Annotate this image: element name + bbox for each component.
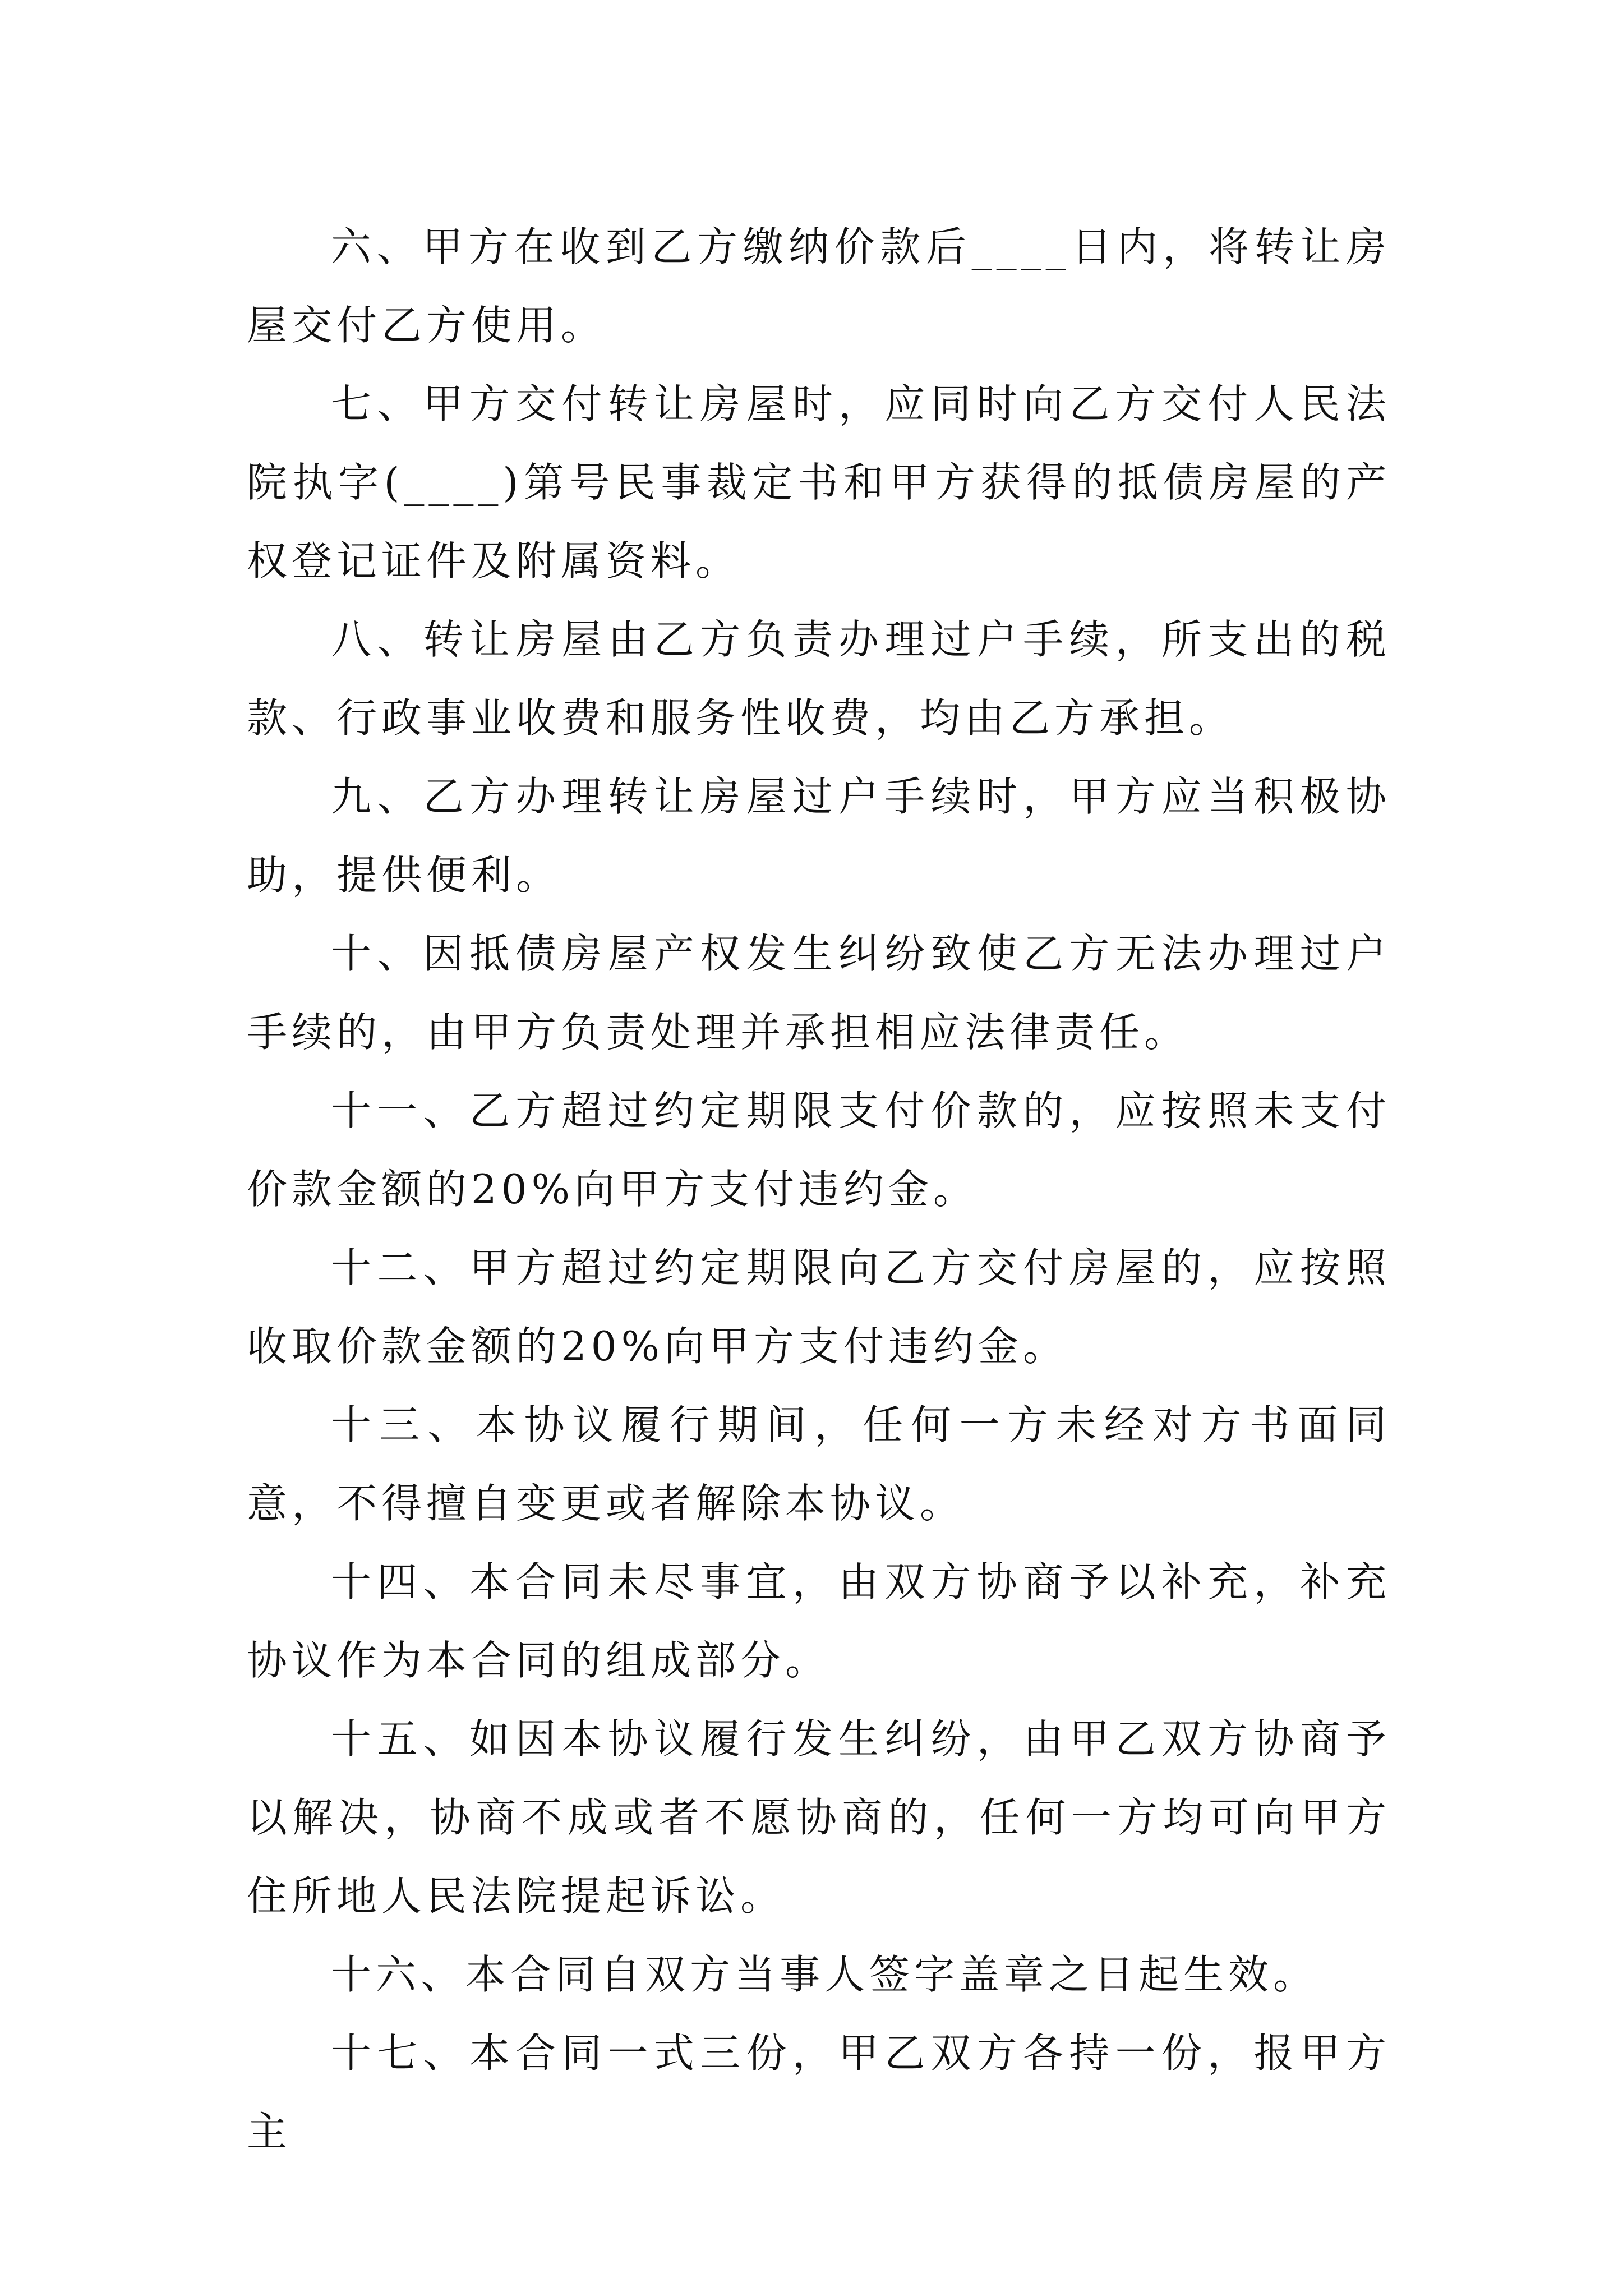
clause-10: 十、因抵债房屋产权发生纠纷致使乙方无法办理过户手续的，由甲方负责处理并承担相应法律责任。 — [247, 930, 1391, 1056]
clause-17: 十七、本合同一式三份，甲乙双方各持一份，报甲方主 — [247, 2030, 1391, 2155]
clause-16: 十六、本合同自双方当事人签字盖章之日起生效。 — [331, 1951, 1318, 1998]
clause-8: 八、转让房屋由乙方负责办理过户手续，所支出的税款、行政事业收费和服务性收费，均由乙方承担。 — [247, 616, 1391, 742]
clause-9: 九、乙方办理转让房屋过户手续时，甲方应当积极协助，提供便利。 — [247, 773, 1391, 899]
clause-6: 六、甲方在收到乙方缴纳价款后____日内，将转让房屋交付乙方使用。 — [247, 223, 1391, 349]
clause-7: 七、甲方交付转让房屋时，应同时向乙方交付人民法院执字(____)第号民事裁定书和甲方获得的抵债房屋的产权登记证件及附属资料。 — [247, 380, 1391, 585]
clause-15: 十五、如因本协议履行发生纠纷，由甲乙双方协商予以解决，协商不成或者不愿协商的，任何一方均可向甲方住所地人民法院提起诉讼。 — [247, 1715, 1391, 1920]
clause-11: 十一、乙方超过约定期限支付价款的，应按照未支付价款金额的20%向甲方支付违约金。 — [247, 1087, 1391, 1213]
document-body — [247, 208, 1391, 2171]
clause-14: 十四、本合同未尽事宜，由双方协商予以补充，补充协议作为本合同的组成部分。 — [247, 1558, 1391, 1684]
clause-13: 十三、本协议履行期间，任何一方未经对方书面同意，不得擅自变更或者解除本协议。 — [247, 1401, 1391, 1527]
clause-12: 十二、甲方超过约定期限向乙方交付房屋的，应按照收取价款金额的20%向甲方支付违约金。 — [247, 1244, 1391, 1370]
